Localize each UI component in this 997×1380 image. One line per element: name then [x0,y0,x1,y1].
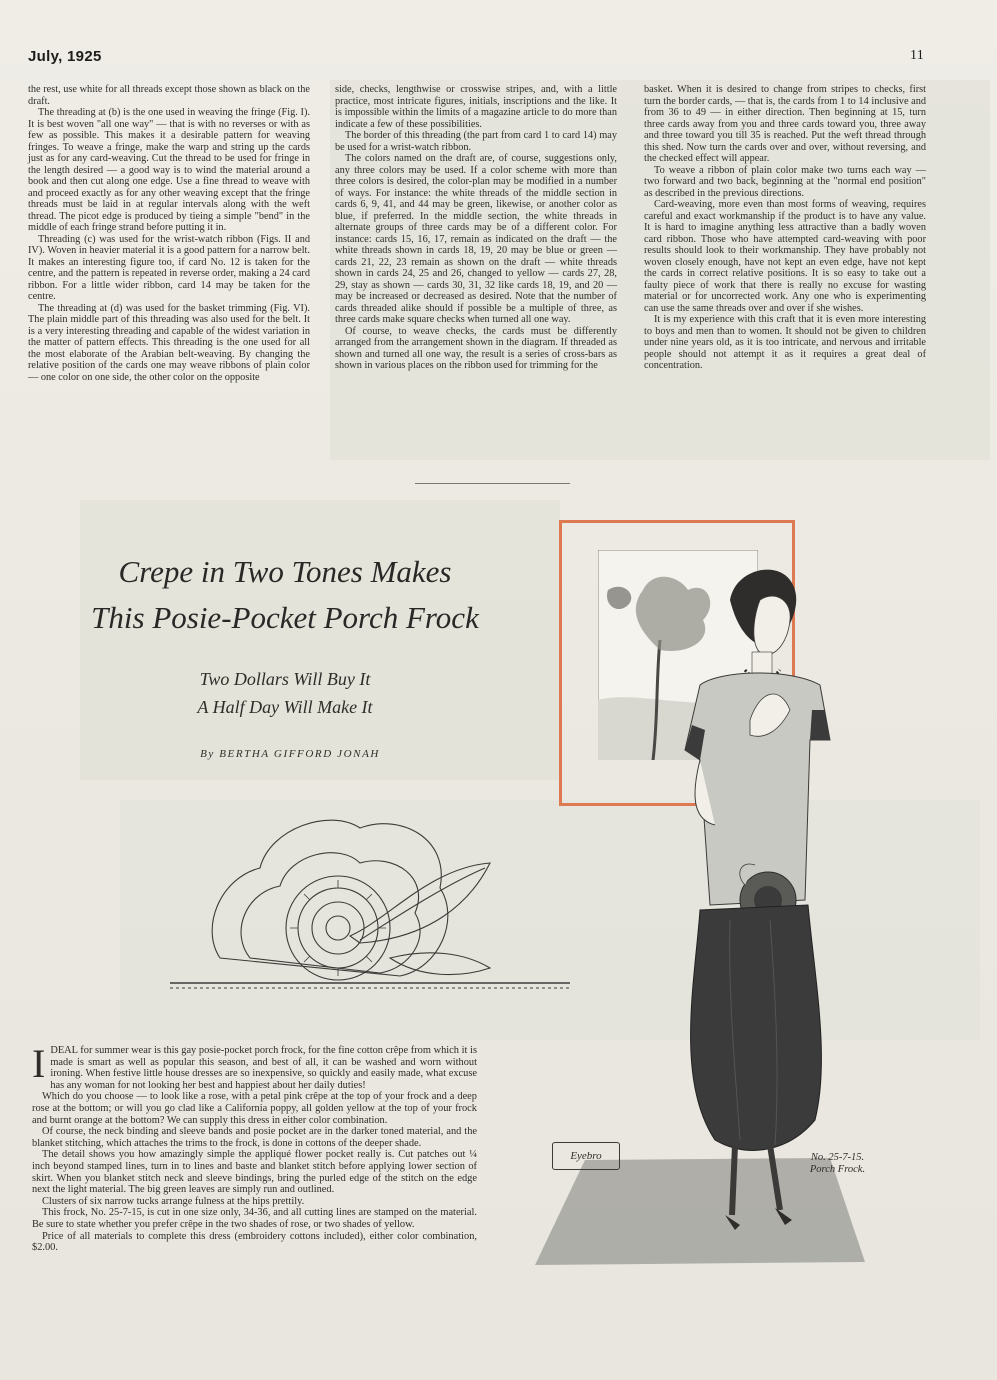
col3-paragraph: To weave a ribbon of plain color make two turns each way — two forward and two back, beginning at the "normal end position" as described in the previous directions. [644,164,926,199]
feature-subtitle-line-2: A Half Day Will Make It [197,697,373,717]
caption-line-2: Porch Frock. [809,1164,866,1175]
article-paragraph: Clusters of six narrow tucks arrange fulness at the hips prettily. [42,1195,305,1207]
col3-paragraph: It is my experience with this craft that it is even more interesting to boys and men than to women. It should not be given to children under nine years old, as it is too intricate, and nervous and irritable people should not attempt it as it requires a great deal of concentration. [644,314,926,371]
feature-article-body [32,1041,477,1254]
pattern-caption [790,1152,885,1176]
flower-pocket-embroidery-illustration [160,808,590,998]
text-column-2 [335,84,617,372]
text-column-1 [28,84,310,383]
drop-cap: I [32,1041,46,1086]
col1-paragraph: the rest, use white for all threads except those shown as black on the draft. [28,84,310,107]
caption-line-1: No. 25-7-15. [810,1152,865,1163]
article-paragraph: The detail shows you how amazingly simple the appliqué flower pocket really is. Cut patches out ¼ inch beyond stamped lines, turn in to lines and baste and blanket stitch before applying lower section of skirt. When you blanket stitch neck and sleeve bindings, bring the purled edge of the stitch on the edge next the light material. The big green leaves are simply run and outlined. [32,1149,477,1196]
feature-title-line-2: This Posie-Pocket Porch Frock [91,600,479,635]
col1-paragraph: The threading at (b) is the one used in weaving the fringe (Fig. I). It is best woven "all one way" — that is with no reverses or with as few as possible. This makes it a desirable pattern for weaving fringes. To weave a fringe, make the warp and string up the cards just as for any card-weaving. Cut the thread to be used for fringe in the length desired — a good way is to wind the material around a book and then cut along one edge. Use a fine thread to weave with and proceed exactly as for any other weaving except that the fringe threads must be laid in at regular intervals along with the weft thread. The picot edge is produced by tieing a simple "bend" in the middle of each fringe strand before putting it in. [28,107,310,233]
col3-paragraph: Card-weaving, more even than most forms of weaving, requires careful and exact workmanship if the product is to have any value. It is hard to imagine anything less attractive than a badly woven card ribbon. Those who have attempted card-weaving with poor results should look to their workmanship. They have probably not woven closely enough, have not kept an even edge, have not kept the cards in correct relative positions. It is so easy to take out a faulty piece of work that there is really no excuse for wasting material or for uncorrected work. Any one who is experimenting can use the same threads over and over if she wishes. [644,199,926,314]
article-paragraph: Price of all materials to complete this dress (embroidery cottons included), either color combination, $2.00. [32,1230,477,1254]
article-paragraph: This frock, No. 25-7-15, is cut in one size only, 34-36, and all cutting lines are stamped on the material. Be sure to state whether you prefer crêpe in the two shades of rose, or two shades of yellow. [32,1207,477,1230]
feature-subtitle-line-1: Two Dollars Will Buy It [199,669,371,689]
author-byline: By BERTHA GIFFORD JONAH [200,748,380,760]
col2-paragraph: The colors named on the draft are, of course, suggestions only, any three colors may be used. If a color scheme with more than three colors is desired, the color-plan may be modified in a number of ways. For instance: the white threads of the middle section in cards 6, 9, 41, and 44 may be green, likewise, or another color as blue, if preferred. In the middle section, the white threads in alternate groups of three cards may be of a different color. For instance: cards 15, 16, 17, remain as indicated on the draft — the white threads shown in cards 18, 19, 20 may be blue or green — cards 21, 22, 23 remain as shown on the draft — white threads shown in cards 24, 25 and 26, changed to yellow — cards 27, 28, 29, stay as shown — cards 30, 31, 32 like cards 18, 19, and 20 — may be increased or decreased as desired. Note that the number of cards threaded alike should if possible be a multiple of three, as three cards make square checks when turned all one way. [335,153,617,325]
col3-paragraph: basket. When it is desired to change from stripes to checks, first turn the border cards, — that is, the cards from 1 to 14 inclusive and from 36 to 49 — in either direction. Then beginning at 15, turn three cards away from you and three cards toward you, three away and three toward you till 35 is reached. Put the weft thread through this shed. Now turn the cards over and over, without reversing, and the checked effect will appear. [644,84,926,164]
page-number: 11 [910,48,925,63]
feature-title-line-1: Crepe in Two Tones Makes [118,554,452,589]
column-divider-rule [415,483,570,484]
article-paragraph: Of course, the neck binding and sleeve bands and posie pocket are in the darker toned material, and the blanket stitching, which attaches the trims to the frock, is done in cottons of the deeper shade. [32,1126,477,1149]
lead-text: DEAL for summer wear is this gay posie-pocket porch frock, for the fine cotton crêpe from which it is made is smart as well as popular this season, and best of all, it can be washed and worn without ironing. When festive little house dresses are so inexpensive, so quickly and easily made, what excuse has any woman for not looking her best and happiest about her daily duties! [50,1045,477,1091]
col2-paragraph: The border of this threading (the part from card 1 to card 14) may be used for a wrist-watch ribbon. [335,130,617,153]
background-shade-mid [80,500,560,780]
issue-date: July, 1925 [28,48,102,65]
col2-paragraph: side, checks, lengthwise or crosswise stripes, and, with a little practice, most intricate figures, initials, inscriptions and the like. It is impossible within the limits of a magazine article to do more than indicate a few of these possibilities. [335,84,617,130]
col2-paragraph: Of course, to weave checks, the cards must be differently arranged from the arrangement shown in the diagram. If threaded as shown and turned all one way, the result is a series of cross-bars as shown in various places on the ribbon used for trimming for the [335,325,617,371]
porch-frock-fashion-illustration [640,560,890,1250]
artist-signature: Eyebro [552,1142,620,1170]
text-column-3 [644,84,926,372]
article-paragraph: Which do you choose — to look like a rose, with a petal pink crêpe at the top of your frock and a deep rose at the bottom; or will you go clad like a California poppy, all golden yellow at the top of your frock and burnt orange at the bottom? We can supply this dress in either color combination. [32,1091,477,1126]
col1-paragraph: The threading at (d) was used for the basket trimming (Fig. VI). The plain middle part of this threading was also used for the belt. It is a very interesting threading and capable of the widest variation in the matter of pattern effects. This threading is the one used for all the most elaborate of the Arabian belt-weaving. By changing the relative position of the cards one may weave ribbons of plain color — one color on one side, the other color on the opposite [28,302,310,383]
lead-paragraph [32,1041,477,1091]
col1-paragraph: Threading (c) was used for the wrist-watch ribbon (Figs. II and IV). Woven in heavier material it is a good pattern for a narrow belt. It makes an interesting figure too, if card No. 12 is taken for the centre, and the pattern is repeated in reverse order, making a 24 card ribbon. For a little wider ribbon, card 14 may be taken for the centre. [28,233,310,302]
